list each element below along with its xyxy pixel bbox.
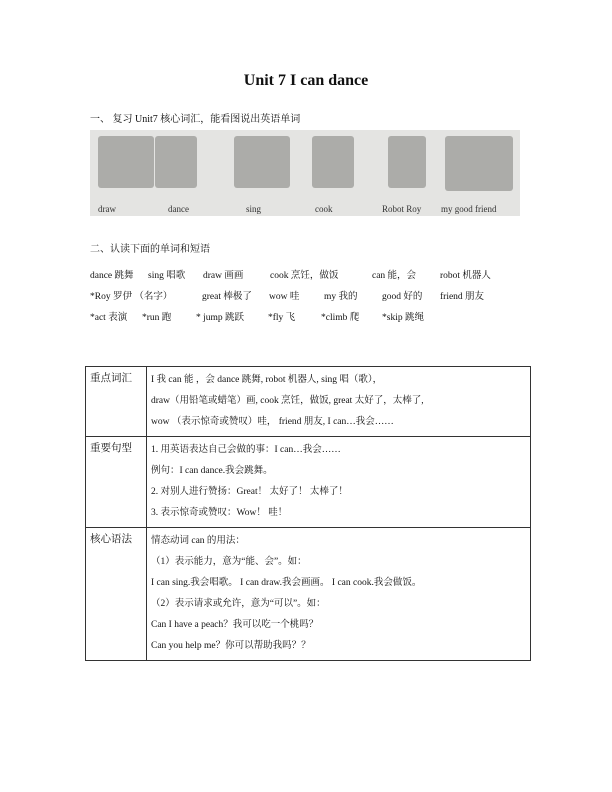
word-item: *run 跑	[142, 313, 172, 323]
row-key: 重点词汇	[86, 367, 147, 437]
word-item: sing 唱歌	[148, 271, 186, 281]
picture-label: draw	[98, 204, 116, 214]
content-line: I can sing.我会唱歌。 I can draw.我会画画。 I can cook.我会做饭。	[151, 578, 422, 588]
dance-picture	[155, 136, 197, 188]
word-item: draw 画画	[203, 271, 244, 281]
cook-picture	[312, 136, 354, 188]
content-line: Can you help me？你可以帮助我吗？？	[151, 641, 311, 651]
word-item: robot 机器人	[440, 271, 491, 281]
word-item: cook 烹饪，做饭	[270, 271, 339, 281]
content-line: I 我 can 能 ，会 dance 跳舞, robot 机器人, sing 唱（歌），	[151, 375, 383, 385]
content-line: （1）表示能力，意为“能、会”。如：	[151, 557, 307, 567]
content-line: draw（用铅笔或蜡笔）画, cook 烹饪，做饭, great 太好了，太棒了,	[151, 396, 424, 406]
picture-label: my good friend	[441, 204, 497, 214]
content-line: 3. 表示惊奇或赞叹：Wow！ 哇！	[151, 508, 288, 518]
word-item: great 棒极了	[202, 292, 252, 302]
friend-picture	[445, 136, 513, 191]
row-key: 重要句型	[86, 437, 147, 528]
word-item: *skip 跳绳	[382, 313, 424, 323]
word-item: dance 跳舞	[90, 271, 134, 281]
summary-table	[85, 366, 531, 661]
word-item: *Roy 罗伊 （名字）	[90, 292, 173, 302]
word-item: wow 哇	[269, 292, 300, 302]
row-content	[147, 367, 531, 437]
page-title: Unit 7 I can dance	[243, 72, 369, 89]
picture-label: dance	[168, 204, 189, 214]
word-item: friend 朋友	[440, 292, 485, 302]
content-line: Can I have a peach？我可以吃一个桃吗？	[151, 620, 319, 630]
word-item: *fly 飞	[268, 313, 296, 323]
table-row	[86, 437, 531, 528]
table-row	[86, 528, 531, 661]
content-line: 2. 对别人进行赞扬：Great！ 太好了！ 太棒了！	[151, 487, 348, 497]
row-content	[147, 528, 531, 661]
row-content	[147, 437, 531, 528]
content-line: wow （表示惊奇或赞叹）哇， friend 朋友, I can…我会……	[151, 417, 394, 427]
row-key: 核心语法	[86, 528, 147, 661]
word-item: * jump 跳跃	[196, 313, 245, 323]
content-line: 情态动词 can 的用法：	[151, 536, 245, 546]
sing-picture	[234, 136, 290, 188]
content-line: 1. 用英语表达自己会做的事：I can…我会……	[151, 445, 341, 455]
section2-heading: 二、认读下面的单词和短语	[90, 244, 210, 255]
word-item: *climb 爬	[321, 313, 360, 323]
picture-label: sing	[246, 204, 262, 214]
word-item: my 我的	[324, 292, 358, 302]
word-item: *act 表演	[90, 313, 128, 323]
table-row	[86, 367, 531, 437]
word-item: can 能，会	[372, 271, 417, 281]
word-item: good 好的	[382, 292, 423, 302]
picture-label: Robot Roy	[382, 204, 422, 214]
robot-picture	[388, 136, 426, 188]
content-line: 例句：I can dance.我会跳舞。	[151, 466, 273, 476]
draw-picture	[98, 136, 154, 188]
content-line: （2）表示请求或允许，意为“可以”。如：	[151, 599, 326, 609]
picture-label: cook	[315, 204, 333, 214]
vocab-picture-strip	[90, 130, 520, 216]
section1-heading: 一、 复习 Unit7 核心词汇，能看图说出英语单词	[90, 114, 301, 125]
